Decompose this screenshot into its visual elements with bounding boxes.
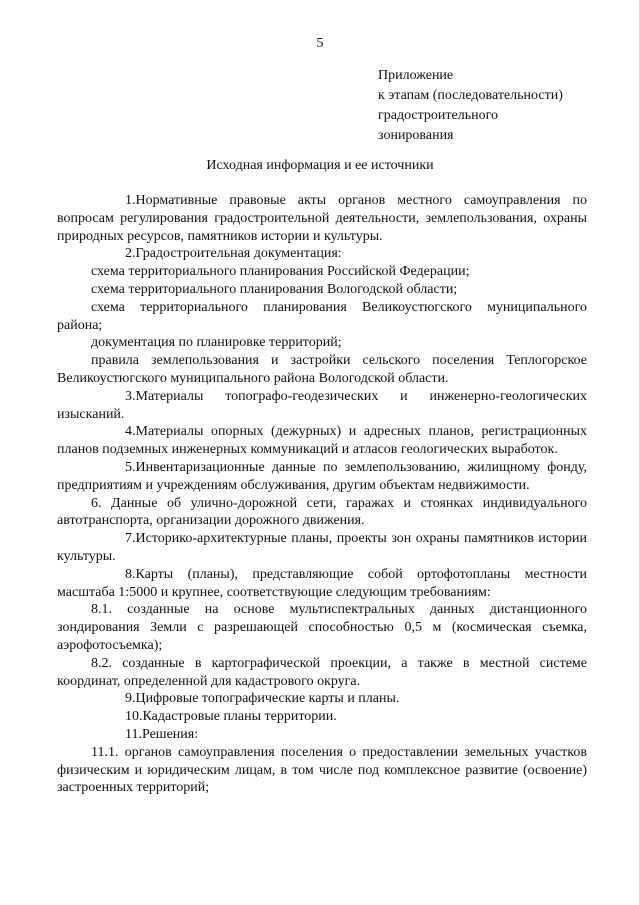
paragraph-number: 11. — [125, 726, 142, 742]
paragraph-number: 9. — [125, 691, 136, 707]
appendix-line: Приложение — [378, 68, 454, 83]
document-body — [57, 192, 587, 797]
paragraph-text: схема территориального планирования Вологодской области; — [91, 281, 458, 297]
paragraph-text: 6. Данные об улично-дорожной сети, гаражах и стоянках индивидуального автотранспорта, организации дорожного движения. — [57, 495, 587, 529]
paragraph-text: 11.1. органов самоуправления поселения о предоставлении земельных участков физическим и юридическим лицам, в том числе под комплексное развитие (освоение) застроенных территорий; — [57, 744, 587, 796]
paragraph-text: правила землепользования и застройки сельского поселения Теплогорское Великоустюгского муниципального района Вологодской области. — [57, 353, 587, 386]
paragraph-number: 10. — [125, 709, 143, 725]
paragraph-text: Кадастровые планы территории. — [142, 709, 337, 725]
paragraph-text: 8.1. созданные на основе мультиспектральных данных дистанционного зондирования Земли с разрешающей способностью 0,5 м (космическая съемка, аэрофотосъемка); — [57, 602, 587, 653]
paragraph — [57, 690, 587, 708]
paragraph-text: Нормативные правовые акты органов местного самоуправления по вопросам регулирования градостроительной деятельности, землепользования, охраны природных ресурсов, памятников истории и культуры. — [57, 193, 587, 244]
document-title: Исходная информация и ее источники — [206, 158, 434, 173]
paragraph — [57, 708, 587, 726]
paragraph — [57, 352, 587, 388]
appendix-line: градостроительного — [378, 108, 499, 123]
paragraph — [57, 281, 587, 299]
paragraph — [57, 459, 587, 495]
paragraph — [57, 388, 587, 424]
paragraph-text: документация по планировке территорий; — [91, 335, 342, 351]
paragraph — [57, 299, 587, 335]
paragraph-number: 5. — [125, 459, 136, 475]
paragraph — [57, 423, 587, 459]
paragraph-text: 8.2. созданные в картографической проекции, а также в местной системе координат, определенной для кадастрового округа. — [57, 655, 587, 689]
paragraph-number: 3. — [125, 388, 136, 404]
appendix-line: зонирования — [378, 128, 454, 143]
paragraph-number: 2. — [125, 246, 136, 262]
paragraph — [57, 566, 587, 602]
paragraph-text: Историко-архитектурные планы, проекты зон охраны памятников истории культуры. — [57, 531, 587, 564]
paragraph-text: схема территориального планирования Российской Федерации; — [91, 264, 470, 280]
paragraph — [57, 192, 587, 245]
paragraph-text: Материалы опорных (дежурных) и адресных планов, регистрационных планов подземных инженерных коммуникаций и атласов геологических выработок. — [57, 424, 587, 458]
paragraph-number: 1. — [125, 193, 136, 208]
paragraph-text: Градостроительная документация: — [135, 246, 342, 262]
paragraph-text: Карты (планы), представляющие собой ортофотопланы местности масштаба 1:5000 и крупнее, соответствующие следующим требованиям: — [57, 566, 587, 600]
paragraph-number: 4. — [125, 424, 136, 440]
page-number: 5 — [316, 36, 324, 51]
paragraph-text: Материалы топографо-геодезических и инженерно-геологических изысканий. — [57, 388, 587, 422]
paragraph-text: Инвентаризационные данные по землепользованию, жилищному фонду, предприятиям и учреждениям обслуживания, другим объектам недвижимости. — [57, 459, 587, 493]
paragraph-number: 7. — [125, 531, 136, 547]
paragraph — [57, 495, 587, 531]
paragraph — [57, 263, 587, 281]
appendix-heading — [378, 66, 618, 146]
paragraph — [57, 744, 587, 797]
paragraph — [57, 245, 587, 263]
paragraph-text: схема территориального планирования Великоустюгского муниципального района; — [57, 299, 587, 333]
paragraph-text: Решения: — [141, 726, 199, 742]
paragraph — [57, 601, 587, 654]
paragraph — [57, 530, 587, 566]
paragraph-number: 8. — [125, 566, 136, 582]
paragraph-text: Цифровые топографические карты и планы. — [135, 691, 400, 707]
paragraph — [57, 334, 587, 352]
paragraph — [57, 726, 587, 744]
appendix-line: к этапам (последовательности) — [378, 88, 563, 103]
paragraph — [57, 655, 587, 691]
